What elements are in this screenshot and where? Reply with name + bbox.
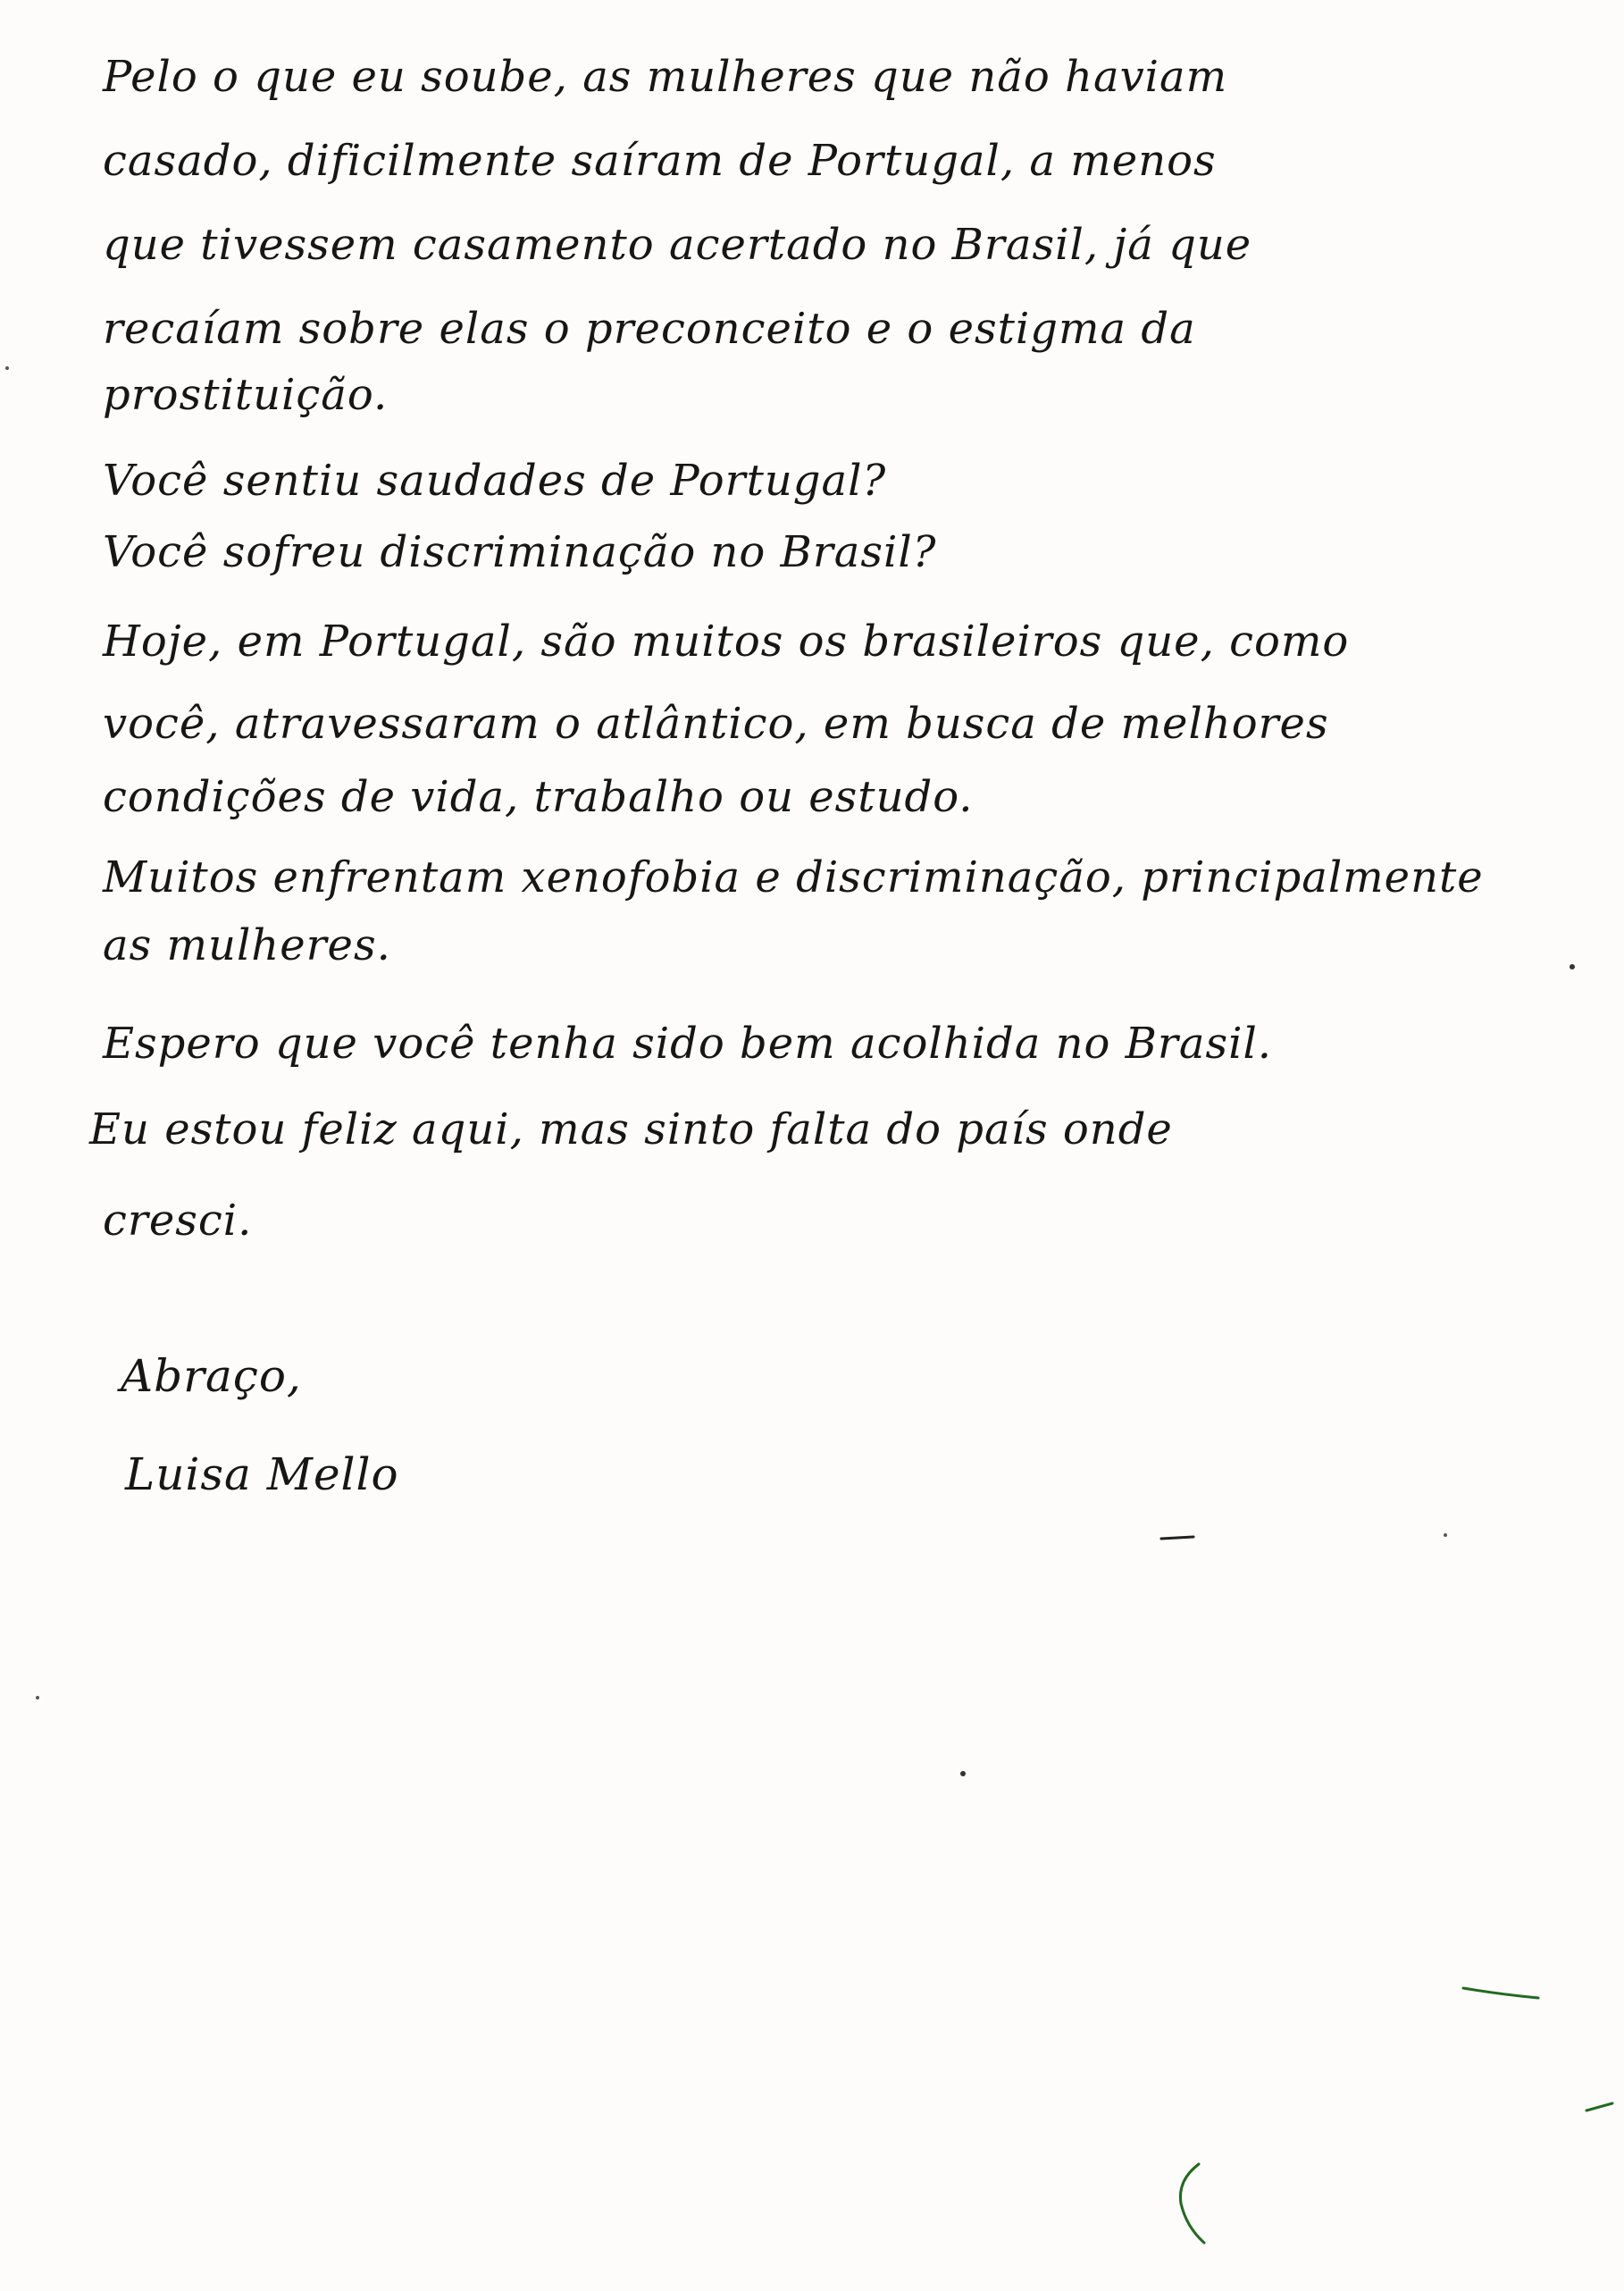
ink-speck [960, 1771, 966, 1776]
green-pen-stroke [1586, 2103, 1612, 2111]
letter-closing: Abraço, [121, 1350, 302, 1402]
green-pen-curve [1180, 2164, 1204, 2243]
green-pen-stroke [1463, 1988, 1538, 1998]
letter-line: Eu estou feliz aqui, mas sinto falta do país onde [89, 1104, 1173, 1154]
letter-line: que tivessem casamento acertado no Brasil, já que [103, 220, 1252, 270]
letter-line: Pelo o que eu soube, as mulheres que não haviam [103, 52, 1228, 102]
ink-speck [1444, 1533, 1447, 1537]
letter-line: condições de vida, trabalho ou estudo. [103, 772, 974, 822]
letter-line: as mulheres. [103, 920, 391, 970]
letter-line: você, atravessaram o atlântico, em busca de melhores [103, 699, 1329, 749]
letter-line: casado, dificilmente saíram de Portugal, a menos [103, 136, 1217, 186]
letter-line: cresci. [103, 1196, 253, 1246]
letter-signature: Luisa Mello [125, 1448, 399, 1500]
letter-line: recaíam sobre elas o preconceito e o estigma da [103, 304, 1196, 354]
letter-line: Espero que você tenha sido bem acolhida no Brasil. [103, 1019, 1273, 1069]
pen-dash-mark [1161, 1537, 1193, 1539]
ink-speck [5, 366, 9, 370]
ink-speck [36, 1696, 39, 1699]
letter-line: Hoje, em Portugal, são muitos os brasileiros que, como [103, 617, 1350, 667]
ink-speck [1570, 964, 1575, 969]
letter-question: Você sentiu saudades de Portugal? [103, 456, 887, 506]
letter-line: prostituição. [103, 370, 389, 420]
letter-line: Muitos enfrentam xenofobia e discriminação, principalmente [103, 852, 1484, 902]
letter-question: Você sofreu discriminação no Brasil? [103, 527, 937, 577]
